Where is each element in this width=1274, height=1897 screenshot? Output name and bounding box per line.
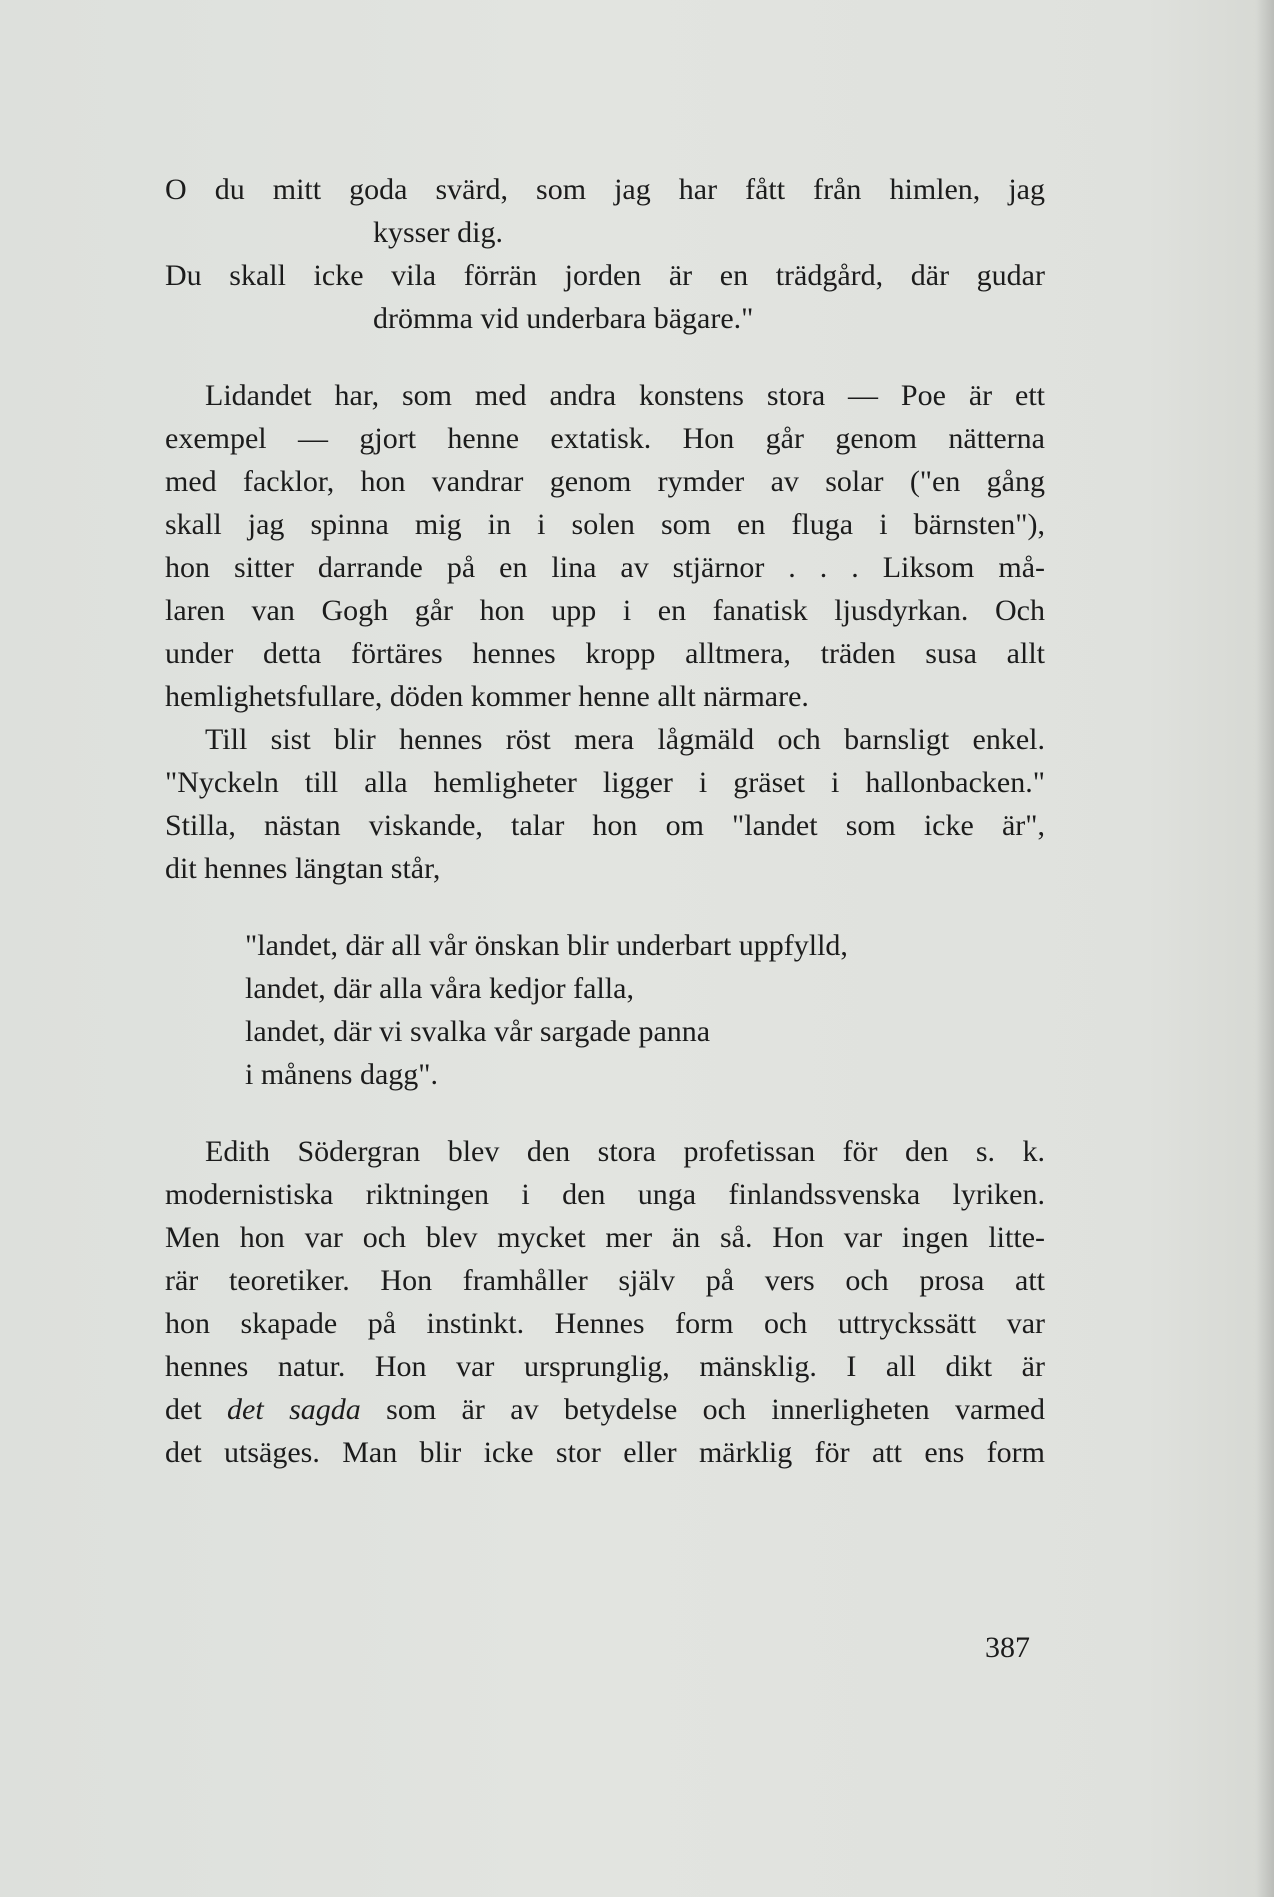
paragraph-1 bbox=[165, 374, 1045, 718]
page-edge-shadow bbox=[1256, 0, 1274, 1897]
text-line: under detta förtäres hennes kropp alltmera, träden susa allt bbox=[165, 637, 1045, 670]
text-line: "Nyckeln till alla hemligheter ligger i gräset i hallonbacken." bbox=[165, 766, 1045, 799]
page-text bbox=[165, 168, 1045, 1474]
text-line: det utsäges. Man blir icke stor eller märklig för att ens form bbox=[165, 1436, 1045, 1469]
text-line: dit hennes längtan står, bbox=[165, 852, 441, 885]
text-span: det bbox=[165, 1393, 228, 1426]
page-number: 387 bbox=[985, 1631, 1030, 1664]
italic-phrase: det sagda bbox=[227, 1393, 361, 1426]
text-line: hennes natur. Hon var ursprunglig, mänsklig. I all dikt är bbox=[165, 1350, 1045, 1383]
verse-line: landet, där alla våra kedjor falla, bbox=[245, 972, 634, 1005]
text-line: Stilla, nästan viskande, talar hon om "landet som icke är", bbox=[165, 809, 1045, 842]
text-line: Till sist blir hennes röst mera lågmäld och barnsligt enkel. bbox=[205, 723, 1045, 756]
text-line-with-italic bbox=[165, 1388, 1045, 1431]
text-line: rär teoretiker. Hon framhåller själv på vers och prosa att bbox=[165, 1264, 1045, 1297]
text-line: hon skapade på instinkt. Hennes form och uttryckssätt var bbox=[165, 1307, 1045, 1340]
text-line: med facklor, hon vandrar genom rymder av solar ("en gång bbox=[165, 465, 1045, 498]
verse-quote bbox=[165, 924, 1045, 1096]
text-line: laren van Gogh går hon upp i en fanatisk ljusdyrkan. Och bbox=[165, 594, 1045, 627]
text-line: exempel — gjort henne extatisk. Hon går genom nätterna bbox=[165, 422, 1045, 455]
verse-line: i månens dagg". bbox=[245, 1058, 439, 1091]
text-line: hemlighetsfullare, döden kommer henne allt närmare. bbox=[165, 680, 809, 713]
text-line: drömma vid underbara bägare." bbox=[373, 302, 754, 335]
paragraph-2 bbox=[165, 718, 1045, 890]
text-line: Du skall icke vila förrän jorden är en trädgård, där gudar bbox=[165, 259, 1045, 292]
text-line: Lidandet har, som med andra konstens stora — Poe är ett bbox=[205, 379, 1045, 412]
text-line: kysser dig. bbox=[373, 216, 503, 249]
text-line: hon sitter darrande på en lina av stjärnor . . . Liksom må- bbox=[165, 551, 1045, 584]
text-span: som är av betydelse och innerligheten varmed bbox=[360, 1393, 1045, 1426]
verse-line: "landet, där all vår önskan blir underbart uppfylld, bbox=[245, 929, 848, 962]
text-line: Edith Södergran blev den stora profetissan för den s. k. bbox=[205, 1135, 1045, 1168]
poem-quote-top bbox=[165, 168, 1045, 340]
text-line: Men hon var och blev mycket mer än så. Hon var ingen litte- bbox=[165, 1221, 1045, 1254]
paragraph-3 bbox=[165, 1130, 1045, 1474]
text-line: skall jag spinna mig in i solen som en fluga i bärnsten"), bbox=[165, 508, 1045, 541]
text-line: modernistiska riktningen i den unga finlandssvenska lyriken. bbox=[165, 1178, 1045, 1211]
verse-line: landet, där vi svalka vår sargade panna bbox=[245, 1015, 711, 1048]
text-line: O du mitt goda svärd, som jag har fått från himlen, jag bbox=[165, 173, 1045, 206]
